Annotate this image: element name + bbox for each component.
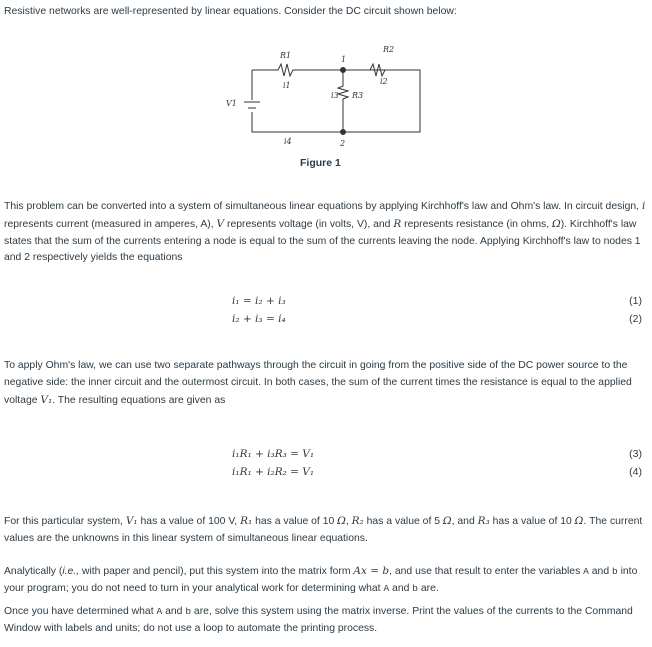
label-i1: i1 — [283, 81, 291, 90]
equation-1: i₁ = i₂ + i₃ — [232, 295, 286, 307]
equation-number-4: (4) — [629, 466, 642, 478]
values-paragraph: For this particular system, V₁ has a value of 100 V, R₁ has a value of 10 Ω, R₂ has a value of 5 Ω, and R₃ has a value of 10 Ω. The current values are the unknowns in this linear system of simultaneous linear equations. — [4, 515, 643, 544]
label-node2: 2 — [340, 139, 346, 148]
equation-number-3: (3) — [629, 448, 642, 460]
label-i4: i4 — [284, 137, 292, 146]
battery-icon — [244, 102, 260, 108]
equation-3: i₁R₁ + i₃R₃ = V₁ — [232, 448, 315, 460]
intro-text: Resistive networks are well-represented by linear equations. Consider the DC circuit shown below: — [4, 6, 457, 17]
solve-paragraph: Once you have determined what A and b are, solve this system using the matrix inverse. Print the values of the currents to the Command Window with labels and units; do not use a loop to automate the printing process. — [4, 606, 633, 634]
label-node1: 1 — [341, 55, 347, 64]
label-i2: i2 — [380, 77, 388, 86]
figure-caption: Figure 1 — [300, 157, 341, 169]
equation-number-1: (1) — [629, 295, 642, 307]
matrix-form-paragraph: Analytically (i.e., with paper and pencil), put this system into the matrix form Ax = b, and use that result to enter the variables A and b into your program; you do not need to turn in your analytical work for determining what A and b are. — [4, 565, 638, 594]
resistor-r3 — [338, 70, 348, 132]
label-r3: R3 — [352, 91, 364, 100]
equation-number-2: (2) — [629, 313, 642, 325]
label-r1: R1 — [280, 51, 292, 60]
equation-4: i₁R₁ + i₂R₂ = V₁ — [232, 466, 315, 478]
kirchhoff-paragraph: This problem can be converted into a system of simultaneous linear equations by applying Kirchhoff's law and Ohm's law. In circuit design, i represents current (measured in amperes, A), V represents voltage (in volts, V), and R represents resistance (in ohms, Ω). Kirchhoff's law states that the sum of the currents entering a node is equal to the sum of the currents leaving the node. Applying Kirchhoff's law to nodes 1 and 2 respectively yields the equations — [4, 200, 646, 264]
label-r2: R2 — [383, 45, 395, 54]
equation-2: i₂ + i₃ = i₄ — [232, 313, 286, 325]
ohm-paragraph: To apply Ohm's law, we can use two separate pathways through the circuit in going from the positive side of the DC power source to the negative side: the inner circuit and the outermost circuit. In both cases, the sum of the current times the resistance is equal to the applied voltage V₁. The resulting equations are given as — [4, 360, 632, 406]
circuit-figure — [200, 40, 440, 155]
label-v1: V1 — [226, 99, 237, 108]
label-i3: i3 — [331, 91, 339, 100]
